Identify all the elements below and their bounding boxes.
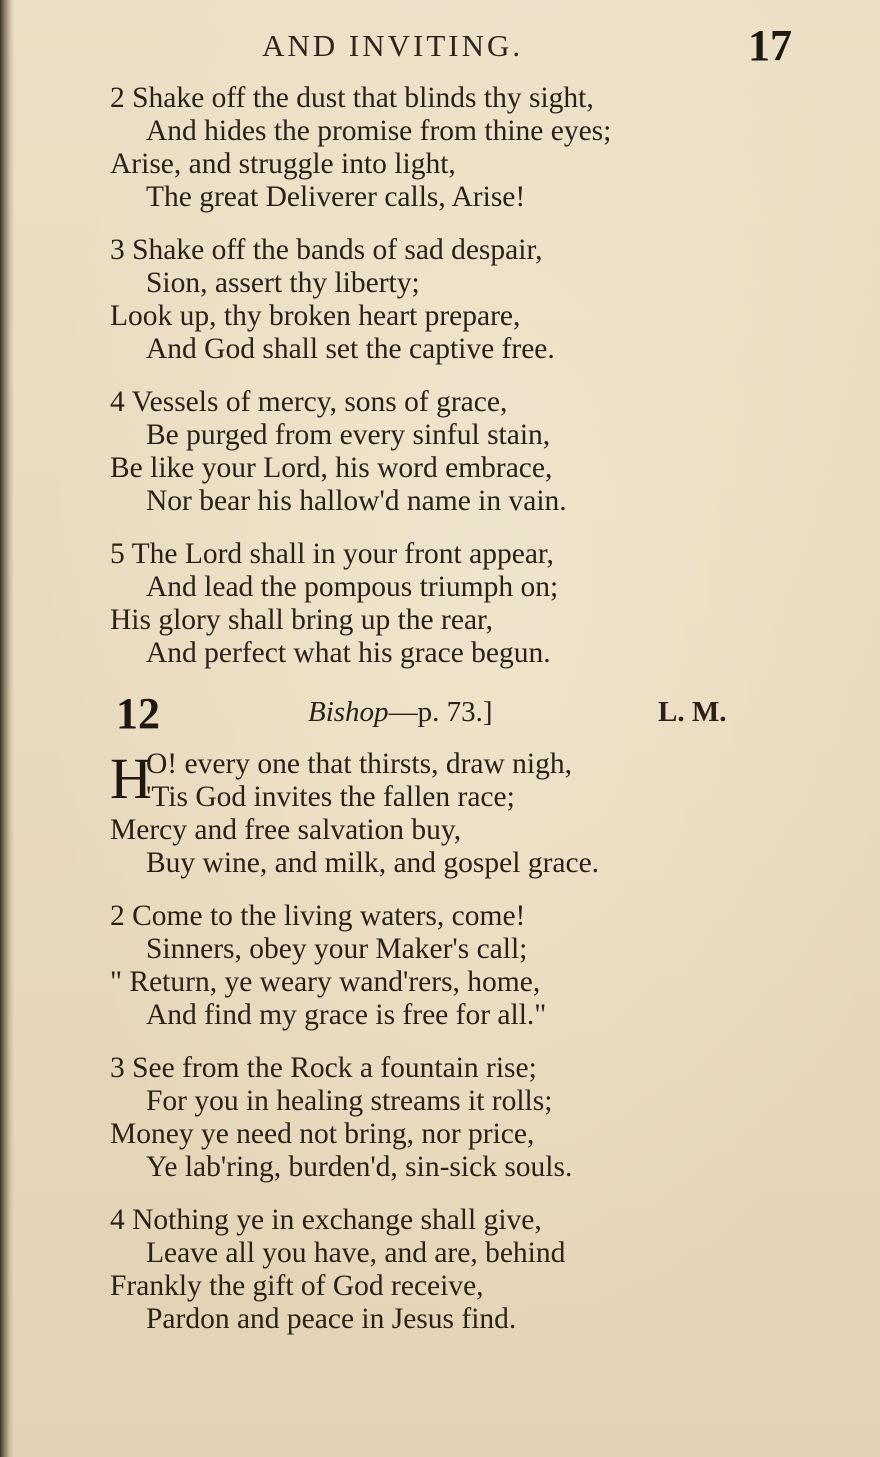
stanza-4	[110, 386, 790, 518]
verse-line: And perfect what his grace begun.	[146, 637, 551, 669]
verse-line: And lead the pompous triumph on;	[146, 571, 559, 603]
verse-line: And hides the promise from thine eyes;	[146, 115, 612, 147]
hymn-number: 12	[116, 689, 160, 738]
stanza-3	[110, 1052, 790, 1184]
hymn-meter: L. M.	[658, 696, 727, 728]
stanza-1	[110, 748, 790, 880]
verse-line: 5 The Lord shall in your front appear,	[110, 538, 554, 570]
verse-line: 2 Come to the living waters, come!	[110, 900, 526, 932]
running-title: AND INVITING.	[262, 28, 524, 63]
verse-line: Nor bear his hallow'd name in vain.	[146, 485, 567, 517]
verse-line: His glory shall bring up the rear,	[110, 604, 494, 636]
verse-line: And God shall set the captive free.	[146, 333, 555, 365]
tune-reference: —p. 73.]	[388, 696, 493, 728]
stanza-2	[110, 900, 790, 1032]
verse-line: Frankly the gift of God receive,	[110, 1270, 484, 1302]
stanza-4	[110, 1204, 790, 1336]
page-content	[110, 82, 790, 1356]
verse-line: Be purged from every sinful stain,	[146, 419, 551, 451]
verse-line: Sinners, obey your Maker's call;	[146, 933, 528, 965]
page-gutter-shadow	[0, 0, 14, 1457]
verse-line: Arise, and struggle into light,	[110, 148, 456, 180]
verse-line: 'Tis God invites the fallen race;	[146, 781, 515, 813]
verse-line: Sion, assert thy liberty;	[146, 267, 420, 299]
verse-line: Look up, thy broken heart prepare,	[110, 300, 521, 332]
stanza-5	[110, 538, 790, 670]
verse-line: 2 Shake off the dust that blinds thy sight,	[110, 82, 594, 114]
verse-line: Money ye need not bring, nor price,	[110, 1118, 535, 1150]
verse-line: 3 Shake off the bands of sad despair,	[110, 234, 543, 266]
verse-line: Be like your Lord, his word embrace,	[110, 452, 553, 484]
hymn-tune	[308, 696, 492, 729]
verse-line: Buy wine, and milk, and gospel grace.	[146, 847, 600, 879]
stanza-3	[110, 234, 790, 366]
verse-line: Pardon and peace in Jesus find.	[146, 1303, 517, 1335]
verse-line: The great Deliverer calls, Arise!	[146, 181, 526, 213]
verse-line: For you in healing streams it rolls;	[146, 1085, 553, 1117]
page-number: 17	[748, 21, 792, 70]
verse-line: 4 Vessels of mercy, sons of grace,	[110, 386, 508, 418]
stanza-2	[110, 82, 790, 214]
verse-line: And find my grace is free for all."	[146, 999, 547, 1031]
verse-line: " Return, ye weary wand'rers, home,	[110, 966, 541, 998]
tune-name: Bishop	[308, 696, 389, 728]
running-head	[0, 22, 880, 72]
hymn-header	[110, 690, 790, 742]
drop-cap: H	[110, 746, 152, 811]
verse-line: 4 Nothing ye in exchange shall give,	[110, 1204, 542, 1236]
verse-line: Mercy and free salvation buy,	[110, 814, 462, 846]
verse-line: Ye lab'ring, burden'd, sin-sick souls.	[146, 1151, 573, 1183]
verse-line: Leave all you have, and are, behind	[146, 1237, 566, 1269]
verse-line: O! every one that thirsts, draw nigh,	[146, 748, 573, 780]
verse-line: 3 See from the Rock a fountain rise;	[110, 1052, 537, 1084]
